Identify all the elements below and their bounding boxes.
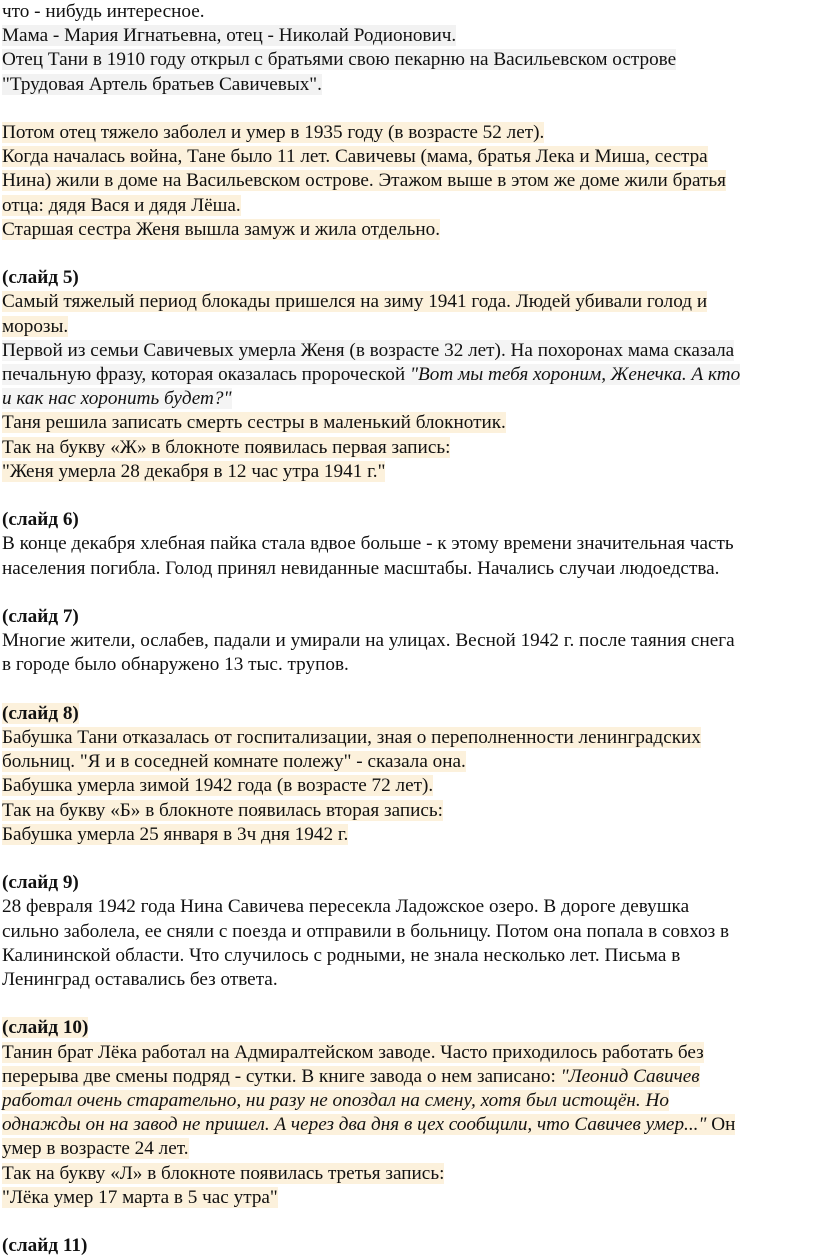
paragraph-gap	[0, 581, 816, 605]
text-line: Многие жители, ослабев, падали и умирали на улицах. Весной 1942 г. после таяния снега	[2, 630, 735, 652]
text-line: 28 февраля 1942 года Нина Савичева пересекла Ладожское озеро. В дороге девушка	[2, 896, 690, 918]
text-line: в городе было обнаружено 13 тыс. трупов.	[2, 654, 349, 676]
text-line: отца: дядя Вася и дядя Лёша.	[2, 194, 241, 216]
slide-heading: (слайд 11)	[2, 1235, 88, 1257]
text-line: Танин брат Лёка работал на Адмиралтейском заводе. Часто приходилось работать без	[2, 1041, 704, 1063]
slide-heading: (слайд 8)	[2, 702, 79, 724]
text-line: что - нибудь интересное.	[2, 1, 205, 22]
paragraph-gap	[0, 847, 816, 871]
slide-heading: (слайд 5)	[2, 267, 79, 289]
text-line: Так на букву «Б» в блокноте появилась вторая запись:	[2, 799, 443, 821]
text-line: Бабушка умерла зимой 1942 года (в возрасте 72 лет).	[2, 775, 434, 797]
text-line: населения погибла. Голод принял невиданные масштабы. Начались случаи людоедства.	[2, 557, 720, 579]
text-line: Мама - Мария Игнатьевна, отец - Николай Родионович.	[2, 25, 457, 47]
text-line: Самый тяжелый период блокады пришелся на зиму 1941 года. Людей убивали голод и	[2, 291, 708, 313]
slide-heading: (слайд 6)	[2, 509, 79, 531]
text-line: Калининской области. Что случилось с родными, не знала несколько лет. Письма в	[2, 944, 681, 966]
text-line: и как нас хоронить будет?"	[2, 388, 232, 410]
text-line: "Лёка умер 17 марта в 5 час утра"	[2, 1186, 278, 1208]
text-line: умер в возрасте 24 лет.	[2, 1138, 189, 1160]
text-line: Бабушка Тани отказалась от госпитализации, зная о переполненности ленинградских	[2, 727, 701, 749]
text-line: Отец Тани в 1910 году открыл с братьями свою пекарню на Васильевском острове	[2, 49, 677, 71]
text-line: Старшая сестра Женя вышла замуж и жила отдельно.	[2, 218, 441, 240]
text-line: В конце декабря хлебная пайка стала вдвое больше - к этому времени значительная часть	[2, 533, 734, 555]
text-line: Так на букву «Л» в блокноте появилась третья запись:	[2, 1162, 445, 1184]
paragraph-gap	[0, 97, 816, 121]
text-line: Когда началась война, Тане было 11 лет. Савичевы (мама, братья Лека и Миша, сестра	[2, 146, 708, 168]
text-line: морозы.	[2, 315, 69, 337]
text-line: больниц. "Я и в соседней комнате полежу" - сказала она.	[2, 751, 466, 773]
text-line: перерыва две смены подряд - сутки. В книге завода о нем записано: "Леонид Савичев	[2, 1065, 700, 1087]
slide-heading: (слайд 7)	[2, 606, 79, 628]
text-line: Бабушка умерла 25 января в 3ч дня 1942 г.	[2, 823, 349, 845]
slide-heading: (слайд 9)	[2, 872, 79, 894]
text-line: Нина) жили в доме на Васильевском острове. Этажом выше в этом же доме жили братья	[2, 170, 726, 192]
text-line: Таня решила записать смерть сестры в маленький блокнотик.	[2, 412, 506, 434]
paragraph-gap	[0, 242, 816, 266]
text-line: однажды он на завод не пришел. А через два дня в цех сообщили, что Савичев умер..." Он	[2, 1114, 736, 1136]
text-line: Потом отец тяжело заболел и умер в 1935 году (в возрасте 52 лет).	[2, 122, 545, 143]
paragraph-gap	[0, 484, 816, 508]
paragraph-gap	[0, 992, 816, 1016]
text-line: "Трудовая Артель братьев Савичевых".	[2, 73, 322, 95]
slide-heading: (слайд 10)	[2, 1017, 89, 1039]
text-line: Так на букву «Ж» в блокноте появилась первая запись:	[2, 436, 451, 458]
text-line: работал очень старательно, ни разу не опоздал на смену, хотя был истощён. Но	[2, 1090, 669, 1112]
paragraph-gap	[0, 678, 816, 702]
text-line: сильно заболела, ее сняли с поезда и отправили в больницу. Потом она попала в совхоз в	[2, 920, 730, 942]
text-line: Ленинград оставались без ответа.	[2, 969, 278, 991]
text-line: "Женя умерла 28 декабря в 12 час утра 1941 г."	[2, 460, 386, 482]
paragraph-gap	[0, 1210, 816, 1234]
text-line: Первой из семьи Савичевых умерла Женя (в возрасте 32 лет). На похоронах мама сказала	[2, 339, 735, 361]
text-line: печальную фразу, которая оказалась пророческой "Вот мы тебя хороним, Женечка. А кто	[2, 364, 741, 386]
